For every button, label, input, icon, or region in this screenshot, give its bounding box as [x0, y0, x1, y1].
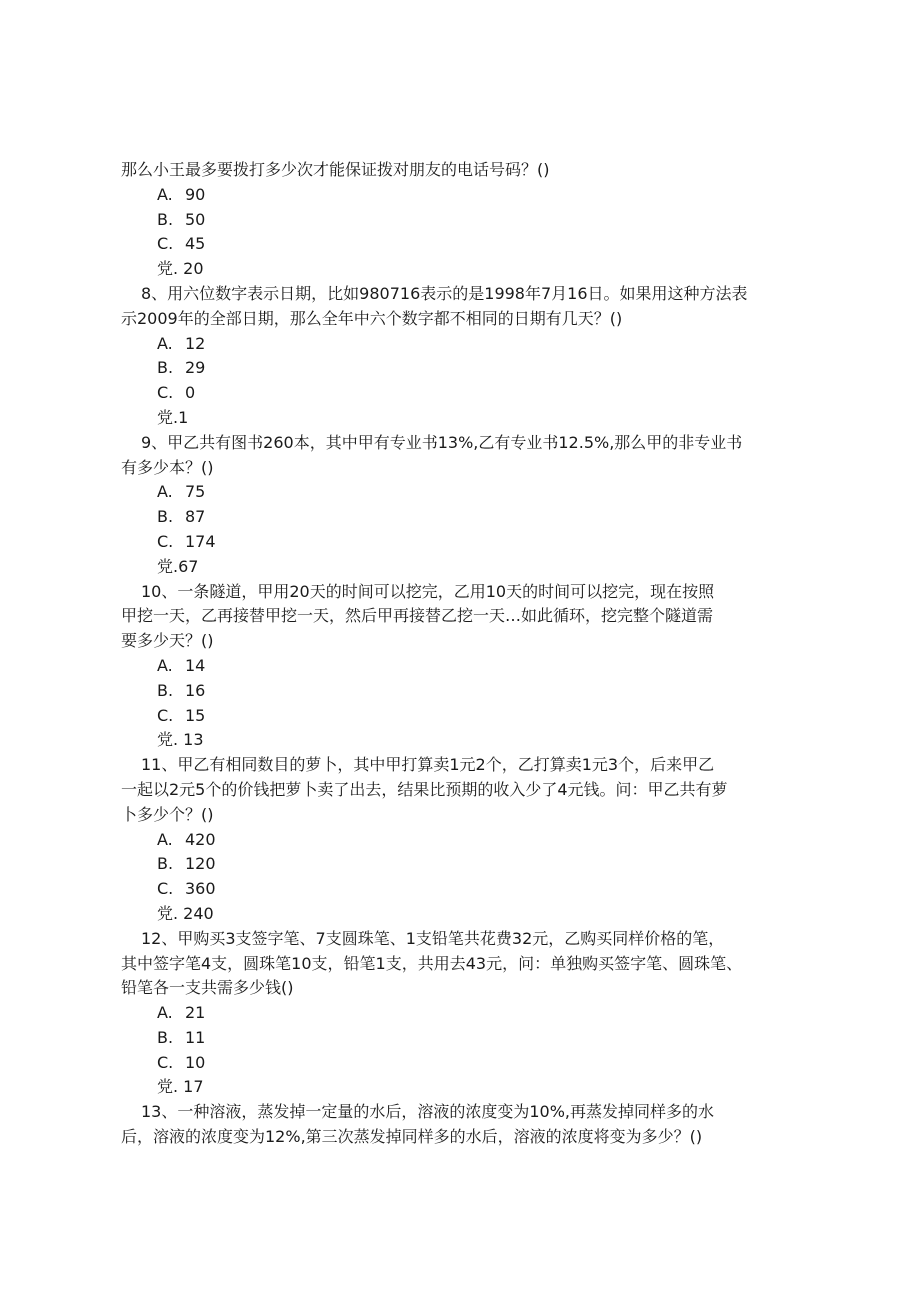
- question-text-continued: 示2009年的全部日期，那么全年中六个数字都不相同的日期有几天？(): [121, 308, 623, 328]
- option-value: 50: [185, 209, 206, 229]
- option-value: 420: [185, 829, 216, 849]
- option-letter: B.: [157, 854, 174, 874]
- answer-option: [121, 480, 821, 505]
- question-block: [121, 282, 821, 431]
- option-value: 75: [185, 482, 206, 502]
- answer-option: [121, 232, 821, 257]
- question-text: 10、一条隧道，甲用20天的时间可以挖完，乙用10天的时间可以挖完，现在按照: [141, 581, 715, 601]
- question-text: 11、甲乙有相同数目的萝卜，其中甲打算卖1元2个，乙打算卖1元3个，后来甲乙: [141, 755, 715, 775]
- option-letter: B.: [157, 358, 174, 378]
- option-value: 45: [185, 234, 206, 254]
- question-text: 13、一种溶液，蒸发掉一定量的水后，溶液的浓度变为10%,再蒸发掉同样多的水: [141, 1102, 715, 1122]
- option-letter: A.: [157, 333, 173, 353]
- option-letter: A.: [157, 184, 173, 204]
- option-letter: C.: [157, 879, 174, 899]
- option-letter: C.: [157, 1052, 174, 1072]
- question-block: [121, 580, 821, 754]
- answer-line: 党. 20: [157, 259, 204, 279]
- question-text-continued: 后，溶液的浓度变为12%,第三次蒸发掉同样多的水后，溶液的浓度将变为多少？(): [121, 1127, 703, 1147]
- answer-line: 党. 17: [157, 1077, 204, 1097]
- option-value: 120: [185, 854, 216, 874]
- answer-option: [121, 654, 821, 679]
- question-text-continued: 有多少本？(): [121, 457, 214, 477]
- option-letter: A.: [157, 829, 173, 849]
- question-text: 那么小王最多要拨打多少次才能保证拨对朋友的电话号码？(): [121, 160, 550, 179]
- question-text: 8、用六位数字表示日期，比如980716表示的是1998年7月16日。如果用这种方法表: [141, 283, 748, 303]
- option-value: 90: [185, 184, 206, 204]
- question-text-continued: 其中签字笔4支，圆珠笔10支，铅笔1支，共用去43元，问：单独购买签字笔、圆珠笔、: [121, 953, 743, 973]
- question-text-continued: 铅笔各一支共需多少钱(): [121, 978, 294, 998]
- option-letter: C.: [157, 383, 174, 403]
- question-block: [121, 927, 821, 1101]
- answer-option: [121, 1026, 821, 1051]
- answer-option: [121, 208, 821, 233]
- document-page: [121, 158, 821, 1150]
- answer-option: [121, 828, 821, 853]
- option-value: 12: [185, 333, 206, 353]
- answer-line: 党.1: [157, 407, 189, 427]
- answer-option: [121, 877, 821, 902]
- answer-option: [121, 679, 821, 704]
- option-letter: B.: [157, 1027, 174, 1047]
- option-value: 15: [185, 705, 206, 725]
- answer-line: 党. 240: [157, 903, 214, 923]
- question-block: [121, 753, 821, 927]
- option-value: 0: [185, 383, 196, 403]
- answer-option: [121, 530, 821, 555]
- answer-line: 党. 13: [157, 730, 204, 750]
- option-letter: B.: [157, 680, 174, 700]
- option-letter: C.: [157, 234, 174, 254]
- answer-line: 党.67: [157, 556, 199, 576]
- option-letter: A.: [157, 482, 173, 502]
- option-value: 14: [185, 655, 206, 675]
- question-text-continued: 一起以2元5个的价钱把萝卜卖了出去，结果比预期的收入少了4元钱。问：甲乙共有萝: [121, 779, 728, 799]
- question-block: [121, 1100, 821, 1150]
- answer-option: [121, 183, 821, 208]
- question-text: 9、甲乙共有图书260本，其中甲有专业书13%,乙有专业书12.5%,那么甲的非专业书: [141, 432, 743, 452]
- question-text-continued: 卜多少个？(): [121, 804, 214, 824]
- option-value: 10: [185, 1052, 206, 1072]
- answer-option: [121, 704, 821, 729]
- option-letter: C.: [157, 705, 174, 725]
- option-letter: A.: [157, 655, 173, 675]
- answer-option: [121, 505, 821, 530]
- question-text: 12、甲购买3支签字笔、7支圆珠笔、1支铅笔共花费32元，乙购买同样价格的笔，: [141, 928, 725, 948]
- option-letter: C.: [157, 531, 174, 551]
- option-value: 174: [185, 531, 216, 551]
- option-letter: B.: [157, 209, 174, 229]
- option-value: 360: [185, 879, 216, 899]
- answer-option: [121, 852, 821, 877]
- question-text-continued: 甲挖一天，乙再接替甲挖一天，然后甲再接替乙挖一天…如此循环，挖完整个隧道需: [121, 606, 714, 626]
- answer-option: [121, 356, 821, 381]
- question-block: [121, 158, 821, 282]
- option-value: 87: [185, 507, 206, 527]
- option-value: 21: [185, 1003, 206, 1023]
- answer-option: [121, 332, 821, 357]
- question-text-continued: 要多少天？(): [121, 631, 214, 651]
- option-letter: A.: [157, 1003, 173, 1023]
- option-value: 11: [185, 1027, 206, 1047]
- option-letter: B.: [157, 507, 174, 527]
- question-block: [121, 431, 821, 580]
- answer-option: [121, 1051, 821, 1076]
- option-value: 16: [185, 680, 206, 700]
- answer-option: [121, 381, 821, 406]
- option-value: 29: [185, 358, 206, 378]
- answer-option: [121, 1001, 821, 1026]
